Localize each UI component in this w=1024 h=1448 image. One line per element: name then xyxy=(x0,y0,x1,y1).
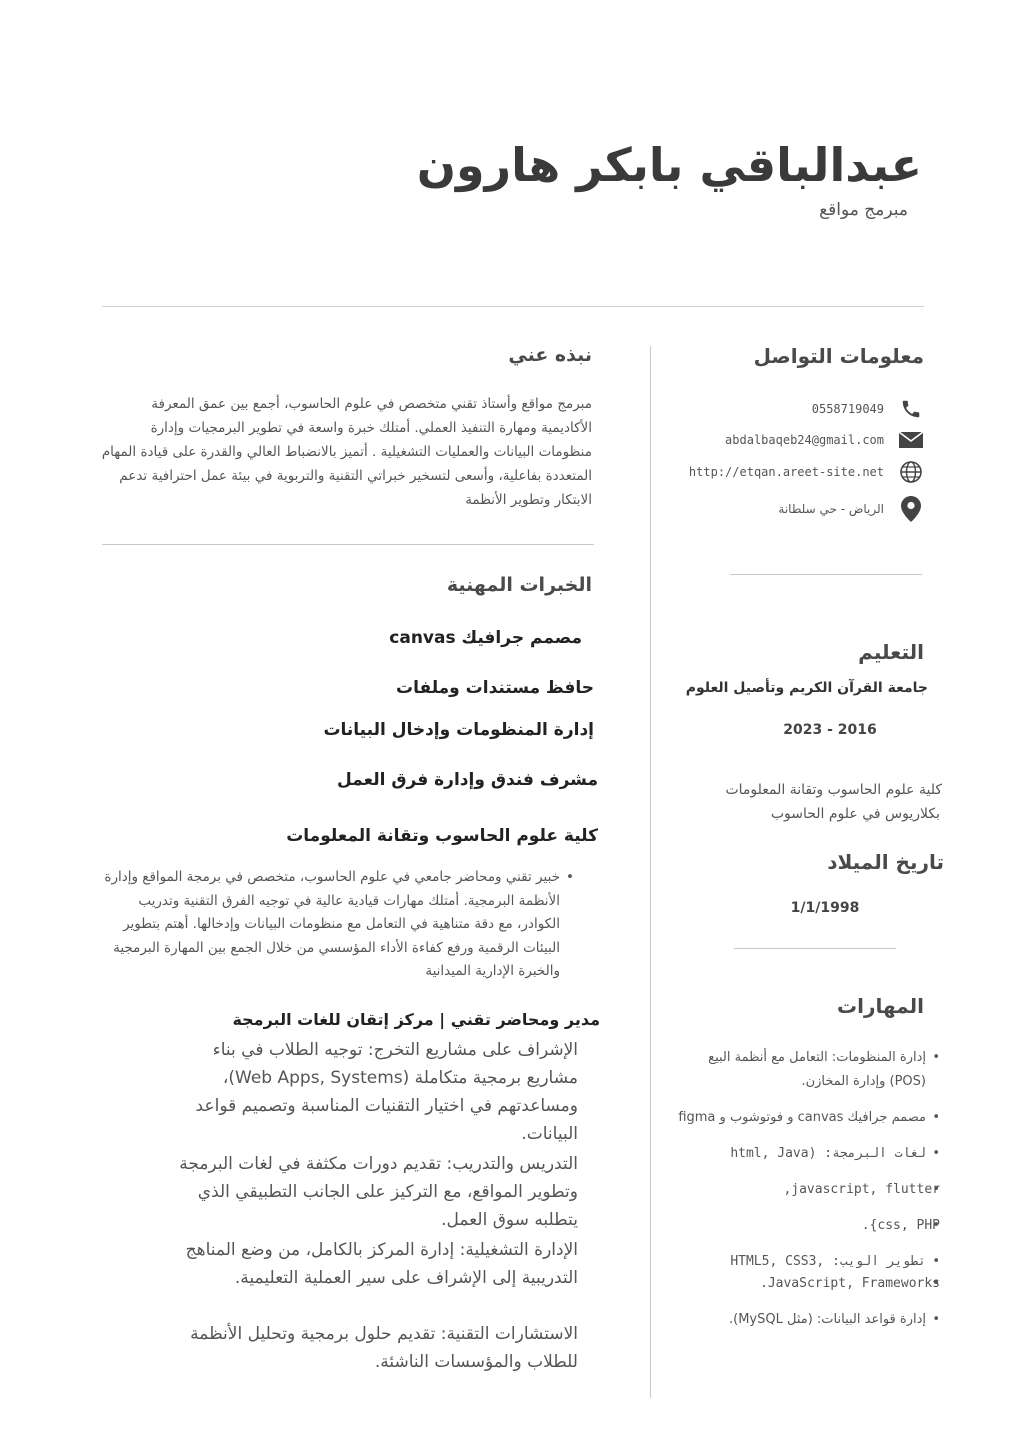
job-title: إدارة المنظومات وإدخال البيانات xyxy=(323,720,594,740)
education-heading: التعليم xyxy=(858,640,924,664)
experience-bullet xyxy=(100,866,574,984)
header-divider xyxy=(102,306,924,307)
about-heading: نبذه عني xyxy=(508,344,592,366)
manager-title: مدير ومحاضر تقني | مركز إتقان للغات البرمجة xyxy=(232,1010,600,1029)
skill-item-continued: • javascript, flutter, xyxy=(668,1178,940,1202)
website-url: http://etqan.areet-site.net xyxy=(688,465,884,479)
phone-number: 0558719049 xyxy=(811,402,884,416)
candidate-name: عبدالباقي بابكر هارون xyxy=(416,138,922,192)
address-text: الرياض - حي سلطانة xyxy=(778,502,884,516)
globe-icon xyxy=(898,459,924,485)
duty-paragraph: الإدارة التشغيلية: إدارة المركز بالكامل، من وضع المناهج التدريبية إلى الإشراف على سير العملية التعليمية. xyxy=(185,1240,578,1288)
birthdate-heading: تاريخ الميلاد xyxy=(827,850,944,874)
birthdate-divider xyxy=(734,948,896,949)
experience-heading: الخبرات المهنية xyxy=(446,574,592,596)
skill-item: • تطوير الويب: ,HTML5, CSS3 xyxy=(668,1250,940,1274)
contact-phone[interactable] xyxy=(674,394,924,424)
college-name: كلية علوم الحاسوب وتقانة المعلومات xyxy=(725,782,942,798)
skill-item-continued: • css, PHP}. xyxy=(668,1214,940,1238)
skills-list xyxy=(668,1046,940,1344)
skill-item: • لغات البرمجة: (html, Java xyxy=(668,1142,940,1166)
location-pin-icon xyxy=(898,496,924,522)
phone-icon xyxy=(898,396,924,422)
experience-bullet-text: خبير تقني ومحاضر جامعي في علوم الحاسوب، متخصص في برمجة المواقع وإدارة الأنظمة البرمجية. أمتلك مهارات قيادية عالية في توجيه الفرق التقنية وتدريب الكوادر، مع دقة متناهية في التعامل مع منظومات البيانات وإدخالها. أهتم بتطوير البيئات الرقمية ورفع كفاءة الأداء المؤسسي من خلال الجمع بين المهارة البرمجية والخبرة الإدارية الميدانية xyxy=(104,869,560,979)
email-icon xyxy=(898,427,924,453)
skill-item-continued: • JavaScript, Frameworks. xyxy=(668,1272,940,1296)
candidate-title: مبرمج مواقع xyxy=(819,200,908,220)
job-title: كلية علوم الحاسوب وتقانة المعلومات xyxy=(286,826,598,846)
education-years: 2023 - 2016 xyxy=(783,722,877,738)
duty-paragraph: التدريس والتدريب: تقديم دورات مكثفة في لغات البرمجة وتطوير المواقع، مع التركيز على الجانب التطبيقي الذي يتطلبه سوق العمل. xyxy=(179,1154,578,1230)
birthdate-value: 1/1/1998 xyxy=(790,900,860,916)
skill-item: • إدارة المنظومات: التعامل مع أنظمة البيع (POS) وإدارة المخازن. xyxy=(668,1046,940,1094)
skill-item: • إدارة قواعد البيانات: (مثل MySQL). xyxy=(668,1308,940,1332)
duty-paragraph: الإشراف على مشاريع التخرج: توجيه الطلاب في بناء مشاريع برمجية متكاملة (Web Apps, Systems)، ومساعدتهم في اختيار التقنيات المناسبة وتصميم قواعد البيانات. xyxy=(195,1040,578,1144)
contact-email[interactable] xyxy=(674,425,924,455)
degree-name: بكلاريوس في علوم الحاسوب xyxy=(770,806,940,822)
skills-heading: المهارات xyxy=(837,994,924,1018)
about-divider xyxy=(102,544,594,545)
job-title: مشرف فندق وإدارة فرق العمل xyxy=(337,770,598,790)
job-title: مصمم جرافيك canvas xyxy=(389,628,582,648)
email-address: abdalbaqeb24@gmail.com xyxy=(725,433,884,447)
contact-address xyxy=(674,494,924,524)
contact-website[interactable] xyxy=(674,457,924,487)
contact-divider xyxy=(730,574,922,575)
skill-item: • مصمم جرافيك canvas و فوتوشوب و figma xyxy=(668,1106,940,1130)
bullet-dot: • xyxy=(566,869,574,885)
duty-paragraph: الاستشارات التقنية: تقديم حلول برمجية وتحليل الأنظمة للطلاب والمؤسسات الناشئة. xyxy=(190,1324,578,1372)
about-paragraph: مبرمج مواقع وأستاذ تقني متخصص في علوم الحاسوب، أجمع بين عمق المعرفة الأكاديمية ومهارة التنفيذ العملي. أمتلك خبرة واسعة في تطوير البرمجيات وإدارة منظومات البيانات والعمليات التشغيلية . أتميز بالانضباط العالي والقدرة على قيادة المهام المتعددة بفاعلية، وأسعى لتسخير خبراتي التقنية والتربوية في بيئة عمل احترافية تدعم الابتكار وتطوير الأنظمة xyxy=(101,396,592,508)
job-title: حافظ مستندات وملفات xyxy=(396,678,594,698)
university-name: جامعة القرآن الكريم وتأصيل العلوم xyxy=(685,680,928,696)
contact-heading: معلومات التواصل xyxy=(753,344,924,368)
column-divider xyxy=(650,346,651,1398)
